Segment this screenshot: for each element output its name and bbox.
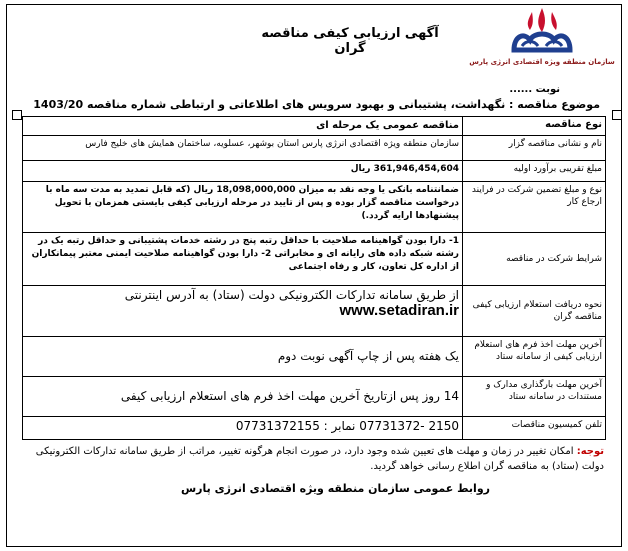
row-value: 361,946,454,604 ریال [23,161,463,182]
row-value: 1- دارا بودن گواهینامه صلاحیت با حداقل رتبه پنج در رشته خدمات پشتیبانی و حداقل رتبه یک در رشته شبکه داده های رایانه ای و مخابراتی 2- دارا بودن گواهینامه صلاحیت ایمنی معتبر پیمانکاران از اداره کل تعاون، کار و رفاه اجتماعی [23,233,463,286]
row-value: 14 روز پس ازتاریخ آخرین مهلت اخذ فرم های استعلام ارزیابی کیفی [23,376,463,416]
procurement-method-text: از طریق سامانه تدارکات الکترونیکی دولت (ستاد) به آدرس اینترنتی [124,287,459,302]
row-label: آخرین مهلت اخذ فرم های استعلام ارزیابی کیفی از سامانه ستاد [463,336,606,376]
table-row [23,161,606,182]
row-label: نوع و مبلغ تضمین شرکت در فرایند ارجاع کار [463,182,606,233]
frame-left [6,4,7,547]
notice-title: آگهی ارزیابی کیفی مناقصه گران [261,26,439,56]
frame-bottom [6,546,622,547]
row-label: نوع مناقصه [463,117,606,136]
row-label: مبلغ تقریبی برآورد اولیه [463,161,606,182]
row-label: آخرین مهلت بارگذاری مدارک و مستندات در سامانه ستاد [463,376,606,416]
organization-logo [462,6,622,62]
row-value [23,285,463,336]
table-handle-right [612,110,622,120]
row-label: نام و نشانی مناقصه گزار [463,136,606,161]
setad-website-link[interactable]: www.setadiran.ir [339,301,459,319]
row-value: یک هفته پس از چاپ آگهی نوبت دوم [23,336,463,376]
edition-label: نوبت ...... [509,84,560,95]
row-value: ضمانتنامه بانکی یا وجه نقد به میزان 18,098,000,000 ریال (که قابل تمدید به مدت سه ماه با درخواست مناقصه گزار بوده و پس از تایید در مرحله ارزیابی کیفی بایستی همزمان با تحویل پیشنهادها ارایه گردد.) [23,182,463,233]
row-label: نحوه دریافت استعلام ارزیابی کیفی مناقصه گران [463,285,606,336]
row-value: 2150 -07731372 نمابر : 07731372155 [23,416,463,439]
logo-org-name: سازمان منطقه ویژه اقتصادی انرژی پارس [469,58,615,66]
row-label: شرایط شرکت در مناقصه [463,233,606,286]
table-row [23,233,606,286]
table-row [23,416,606,439]
row-value: مناقصه عمومی یک مرحله ای [23,117,463,136]
table-row [23,285,606,336]
table-row [23,136,606,161]
notice-note [24,444,604,474]
tender-details-table [22,116,606,440]
table-row [23,117,606,136]
frame-top [6,4,622,5]
table-handle-left [12,110,22,120]
table-row [23,182,606,233]
public-relations-signature: روابط عمومی سازمان منطقه ویژه اقتصادی انرژی پارس [181,482,490,495]
note-label: توجه: [576,446,604,457]
table-row [23,376,606,416]
row-label: تلفن کمیسیون مناقصات [463,416,606,439]
frame-right [621,4,622,547]
note-text: امکان تغییر در زمان و مهلت های تعیین شده وجود دارد، در صورت انجام هرگونه تغییر، مراتب از طریق سامانه تدارکات الکترونیکی دولت (ستاد) به مناقصه گران اطلاع رسانی خواهد گردید. [35,446,604,472]
tender-subject: موضوع مناقصه : نگهداشت، پشتیبانی و بهبود سرویس های اطلاعاتی و ارتباطی شماره مناقصه 1403/20 [33,98,600,111]
row-value: سازمان منطقه ویژه اقتصادی انرژی پارس استان بوشهر، عسلویه، ساختمان همایش های خلیج فارس [23,136,463,161]
table-row [23,336,606,376]
